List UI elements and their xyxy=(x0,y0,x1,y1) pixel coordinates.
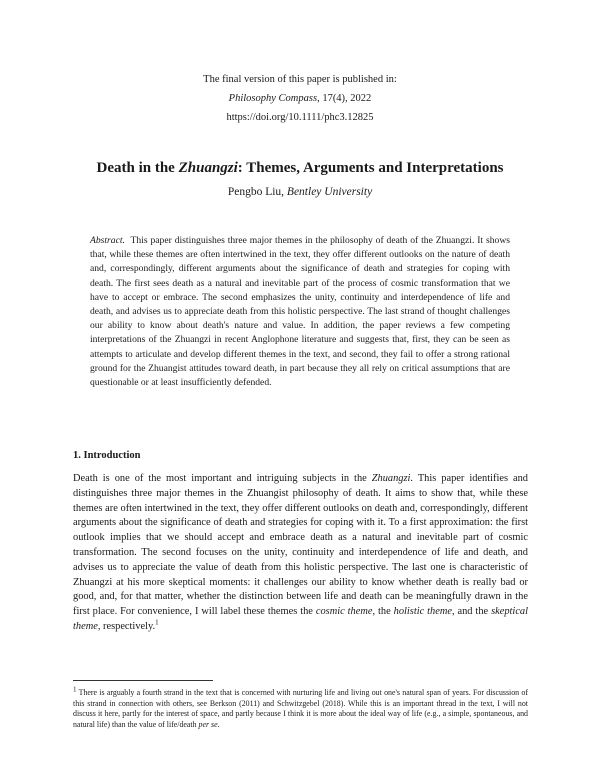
author-line xyxy=(0,186,600,198)
doi-link[interactable]: https://doi.org/10.1111/phc3.12825 xyxy=(226,112,374,123)
journal-citation xyxy=(0,89,600,108)
abstract xyxy=(90,234,510,390)
publication-note xyxy=(0,70,600,127)
intro-text-2: . This paper identifies and distinguishes three major themes in the Zhuangist philosophy of death. It aims to show that, while these themes are often intertwined in the text, they offer different outlooks on death and, correspondingly, different arguments about the significance of death and strategies for coping with it. To a first approximation: the first outlook implies that we should accept and embrace death as a natural and inevitable part of cosmic transformation. The second focuses on the unity, continuity and interdependence of life and death, and advises us to appreciate the value of death from this holistic perspective. The last one is characteristic of Zhuangzi at his more skeptical moments: it challenges our ability to know whether death is really bad or good, and, for that matter, whether the distinction between life and death can be meaningfully drawn in the first place. For convenience, I will label these themes the xyxy=(73,473,528,618)
footnote-divider xyxy=(73,680,213,681)
footnote xyxy=(73,685,528,730)
intro-sep-1: , the xyxy=(372,606,394,618)
footnote-text: There is arguably a fourth strand in the text that is concerned with nurturing life and living out one's natural span of years. For discussion of this strand in connection with others, see Berkson (2011) and Schwitzgebel (2018). While this is an important thread in the text, I will not discuss it here, partly for the interest of space, and partly because I think it is more about the ideal way of life (e.g., a simple, spontaneous, and natural life) than the value of life/death xyxy=(73,688,528,729)
journal-name: Philosophy Compass xyxy=(228,93,318,104)
intro-italic-zhuangzi: Zhuangzi xyxy=(371,473,411,484)
author-name: Pengbo Liu, xyxy=(227,186,287,198)
footnote-italic: per se xyxy=(198,719,218,729)
theme-skeptical: skeptical theme xyxy=(73,606,529,632)
theme-holistic: holistic theme xyxy=(393,606,452,618)
title-italic: Zhuangzi xyxy=(178,160,238,176)
publication-line: The final version of this paper is published in: xyxy=(203,74,397,85)
journal-issue: , 17(4), 2022 xyxy=(317,93,372,104)
intro-end: , respectively. xyxy=(97,620,156,632)
author-affiliation: Bentley University xyxy=(286,186,373,198)
abstract-label: Abstract. xyxy=(90,235,125,246)
intro-text-1: Death is one of the most important and intriguing subjects in the xyxy=(73,473,372,484)
paper-title xyxy=(0,160,600,177)
theme-cosmic: cosmic theme xyxy=(315,606,373,618)
intro-sep-2: , and the xyxy=(451,606,492,618)
abstract-text: This paper distinguishes three major themes in the philosophy of death of the Zhuangzi. It shows that, while these themes are often intertwined in the text, they offer different outlooks on the nature of death and, correspondingly, different arguments about the significance of death and strategies for coping with death. The first sees death as a natural and inevitable part of the process of cosmic transformation that we have to accept or embrace. The second emphasizes the unity, continuity and interdependence of life and death, and advises us to appreciate death from this holistic perspective. The last strand of thought challenges our ability to know about death's nature and value. In addition, the paper reviews a few competing interpretations of the Zhuangzi in recent Anglophone literature and suggests that, first, they can be seen as attempts to articulate and develop different themes in the text, and second, they fail to offer a strong rational ground for the Zhuangist attitudes toward death, in part because they all rely on critical assumptions that are questionable or at least insufficiently defended. xyxy=(90,235,510,389)
title-part: Death in the xyxy=(96,160,179,176)
introduction-paragraph xyxy=(73,472,528,635)
title-part-end: : Themes, Arguments and Interpretations xyxy=(237,160,504,176)
footnote-marker[interactable]: 1 xyxy=(155,618,159,627)
footnote-end: . xyxy=(217,719,220,729)
footnote-number: 1 xyxy=(73,685,77,694)
section-heading: 1. Introduction xyxy=(73,450,141,461)
